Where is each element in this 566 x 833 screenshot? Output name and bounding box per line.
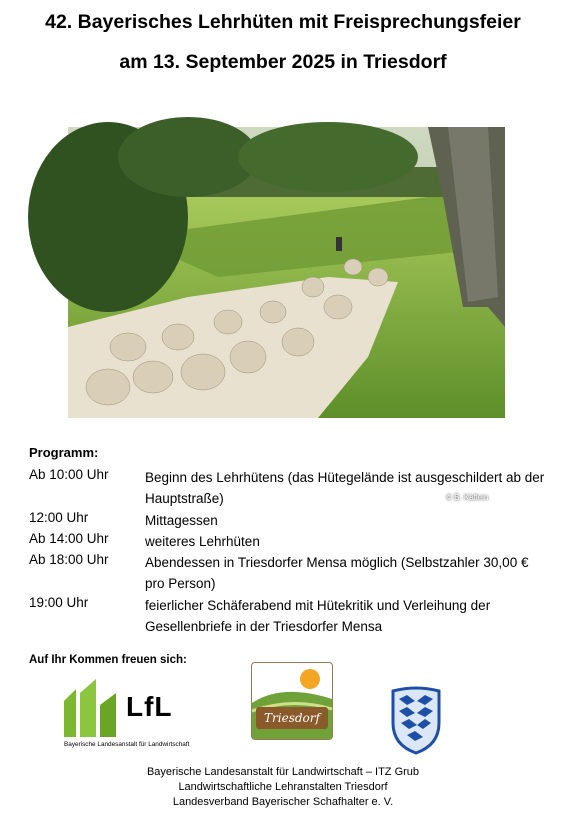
program-time: Ab 14:00 Uhr [29, 531, 109, 546]
event-date-location: am 13. September 2025 in Triesdorf [119, 51, 447, 73]
program-time: 19:00 Uhr [29, 595, 89, 610]
triesdorf-logo-text: Triesdorf [264, 711, 320, 725]
sponsors-heading: Auf Ihr Kommen freuen sich: [29, 654, 187, 666]
bavarian-crest-icon [389, 687, 443, 755]
lfl-logo-text: LfL [126, 691, 173, 722]
program-description: feierlicher Schäferabend mit Hütekritik und Verleihung der Gesellenbriefe in der Triesdorfer Mensa [145, 598, 491, 634]
photo-credit: © B. Käflein [446, 493, 489, 502]
program-time: Ab 10:00 Uhr [29, 467, 109, 482]
sun-icon [300, 669, 320, 689]
footer-line: Landesverband Bayerischer Schafhalter e. V. [172, 796, 394, 808]
lfl-leaf-icon [64, 679, 120, 737]
program-heading: Programm: [29, 445, 99, 460]
lfl-logo-subtitle: Bayerische Landesanstalt für Landwirtschaft [64, 741, 190, 748]
program-description: weiteres Lehrhüten [145, 534, 260, 549]
footer-line: Landwirtschaftliche Lehranstalten Triesdorf [178, 781, 388, 793]
program-description: Mittagessen [145, 513, 218, 528]
program-time: 12:00 Uhr [29, 510, 89, 525]
event-title: 42. Bayerisches Lehrhüten mit Freisprechungsfeier [45, 11, 521, 33]
program-description: Abendessen in Triesdorfer Mensa möglich (Selbstzahler 30,00 € pro Person) [145, 555, 529, 591]
program-time: Ab 18:00 Uhr [29, 552, 109, 567]
lfl-logo [64, 679, 214, 753]
footer-line: Bayerische Landesanstalt für Landwirtschaft – ITZ Grub [146, 766, 420, 778]
triesdorf-logo [251, 662, 333, 740]
program-description: Beginn des Lehrhütens (das Hütegelände ist ausgeschildert ab der Hauptstraße) [145, 470, 545, 506]
